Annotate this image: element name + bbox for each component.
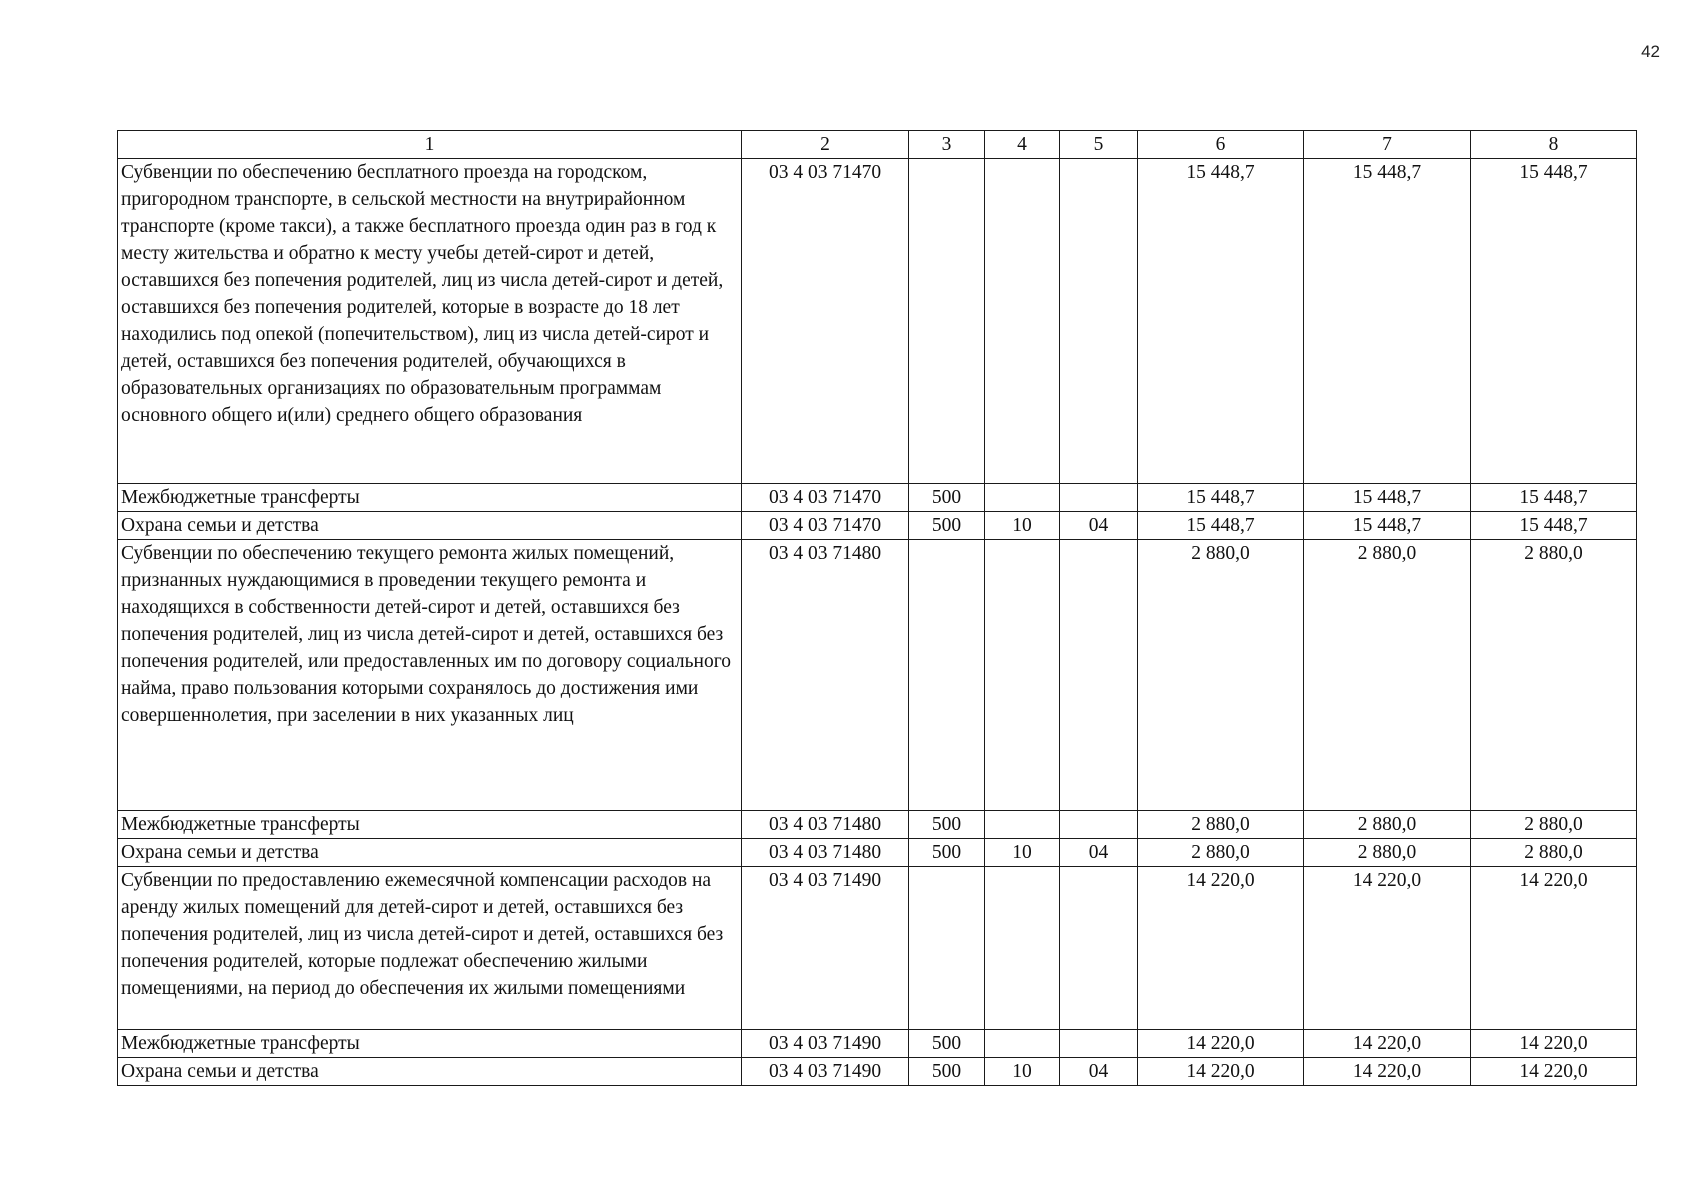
row-col3: 500 [909, 1030, 985, 1058]
row-col5 [1060, 540, 1138, 811]
row-amount-8: 14 220,0 [1471, 867, 1637, 1030]
table-row [118, 1058, 1637, 1086]
row-col5: 04 [1060, 1058, 1138, 1086]
table-header-row [118, 131, 1637, 159]
row-col4 [985, 484, 1060, 512]
row-name: Субвенции по обеспечению текущего ремонта жилых помещений, признанных нуждающимися в проведении текущего ремонта и находящихся в собственности детей-сирот и детей, оставшихся без попечения родителей, лиц из числа детей-сирот и детей, оставшихся без попечения родителей, или предоставленных им по договору социального найма, право пользования которыми сохранялось до достижения ими совершеннолетия, при заселении в них указанных лиц [118, 540, 742, 811]
row-amount-6: 2 880,0 [1138, 839, 1304, 867]
column-header: 1 [118, 131, 742, 159]
row-col4: 10 [985, 512, 1060, 540]
row-amount-7: 2 880,0 [1304, 839, 1471, 867]
row-name: Субвенции по предоставлению ежемесячной компенсации расходов на аренду жилых помещений для детей-сирот и детей, оставшихся без попечения родителей, лиц из числа детей-сирот и детей, оставшихся без попечения родителей, которые подлежат обеспечению жилыми помещениями, на период до обеспечения их жилыми помещениями [118, 867, 742, 1030]
row-col3: 500 [909, 484, 985, 512]
row-col3 [909, 540, 985, 811]
table-row [118, 159, 1637, 484]
row-amount-6: 2 880,0 [1138, 811, 1304, 839]
row-amount-6: 14 220,0 [1138, 1058, 1304, 1086]
row-amount-6: 14 220,0 [1138, 867, 1304, 1030]
row-col5: 04 [1060, 839, 1138, 867]
column-header: 6 [1138, 131, 1304, 159]
row-code: 03 4 03 71470 [742, 484, 909, 512]
table-row [118, 540, 1637, 811]
row-name: Охрана семьи и детства [118, 839, 742, 867]
row-name: Межбюджетные трансферты [118, 811, 742, 839]
row-col3: 500 [909, 1058, 985, 1086]
row-amount-7: 15 448,7 [1304, 484, 1471, 512]
row-code: 03 4 03 71470 [742, 159, 909, 484]
row-name: Охрана семьи и детства [118, 1058, 742, 1086]
row-amount-7: 2 880,0 [1304, 811, 1471, 839]
row-amount-6: 15 448,7 [1138, 484, 1304, 512]
row-col5 [1060, 811, 1138, 839]
row-code: 03 4 03 71490 [742, 1030, 909, 1058]
row-amount-6: 15 448,7 [1138, 159, 1304, 484]
table-row [118, 867, 1637, 1030]
row-code: 03 4 03 71480 [742, 839, 909, 867]
row-col5 [1060, 484, 1138, 512]
row-amount-8: 14 220,0 [1471, 1058, 1637, 1086]
row-name: Межбюджетные трансферты [118, 484, 742, 512]
table-row [118, 484, 1637, 512]
row-amount-7: 2 880,0 [1304, 540, 1471, 811]
row-name: Межбюджетные трансферты [118, 1030, 742, 1058]
row-amount-8: 15 448,7 [1471, 159, 1637, 484]
column-header: 4 [985, 131, 1060, 159]
table-row [118, 839, 1637, 867]
row-col3: 500 [909, 839, 985, 867]
table-row [118, 512, 1637, 540]
row-amount-6: 15 448,7 [1138, 512, 1304, 540]
row-col4 [985, 159, 1060, 484]
row-col5 [1060, 1030, 1138, 1058]
table-row [118, 1030, 1637, 1058]
row-col3: 500 [909, 512, 985, 540]
row-col4 [985, 811, 1060, 839]
row-code: 03 4 03 71480 [742, 811, 909, 839]
row-name: Субвенции по обеспечению бесплатного проезда на городском, пригородном транспорте, в сельской местности на внутрирайонном транспорте (кроме такси), а также бесплатного проезда один раз в год к месту жительства и обратно к месту учебы детей-сирот и детей, оставшихся без попечения родителей, лиц из числа детей-сирот и детей, оставшихся без попечения родителей, которые в возрасте до 18 лет находились под опекой (попечительством), лиц из числа детей-сирот и детей, оставшихся без попечения родителей, обучающихся в образовательных организациях по образовательным программам основного общего и(или) среднего общего образования [118, 159, 742, 484]
row-amount-8: 2 880,0 [1471, 540, 1637, 811]
column-header: 3 [909, 131, 985, 159]
row-code: 03 4 03 71490 [742, 867, 909, 1030]
row-col4 [985, 867, 1060, 1030]
row-amount-8: 15 448,7 [1471, 512, 1637, 540]
page-number: 42 [1641, 42, 1660, 61]
column-header: 5 [1060, 131, 1138, 159]
row-amount-8: 14 220,0 [1471, 1030, 1637, 1058]
row-col5 [1060, 867, 1138, 1030]
column-header: 7 [1304, 131, 1471, 159]
row-name: Охрана семьи и детства [118, 512, 742, 540]
row-col3 [909, 867, 985, 1030]
row-col4 [985, 540, 1060, 811]
row-col4: 10 [985, 839, 1060, 867]
column-header: 2 [742, 131, 909, 159]
row-amount-8: 2 880,0 [1471, 839, 1637, 867]
row-amount-8: 15 448,7 [1471, 484, 1637, 512]
column-header: 8 [1471, 131, 1637, 159]
row-amount-7: 15 448,7 [1304, 512, 1471, 540]
budget-table [117, 130, 1637, 1086]
row-col3: 500 [909, 811, 985, 839]
table-row [118, 811, 1637, 839]
row-code: 03 4 03 71490 [742, 1058, 909, 1086]
row-amount-7: 14 220,0 [1304, 1030, 1471, 1058]
row-code: 03 4 03 71470 [742, 512, 909, 540]
row-col4: 10 [985, 1058, 1060, 1086]
row-amount-7: 15 448,7 [1304, 159, 1471, 484]
row-amount-8: 2 880,0 [1471, 811, 1637, 839]
row-col4 [985, 1030, 1060, 1058]
row-amount-6: 14 220,0 [1138, 1030, 1304, 1058]
row-code: 03 4 03 71480 [742, 540, 909, 811]
row-amount-7: 14 220,0 [1304, 867, 1471, 1030]
row-amount-6: 2 880,0 [1138, 540, 1304, 811]
row-amount-7: 14 220,0 [1304, 1058, 1471, 1086]
row-col5 [1060, 159, 1138, 484]
row-col3 [909, 159, 985, 484]
row-col5: 04 [1060, 512, 1138, 540]
